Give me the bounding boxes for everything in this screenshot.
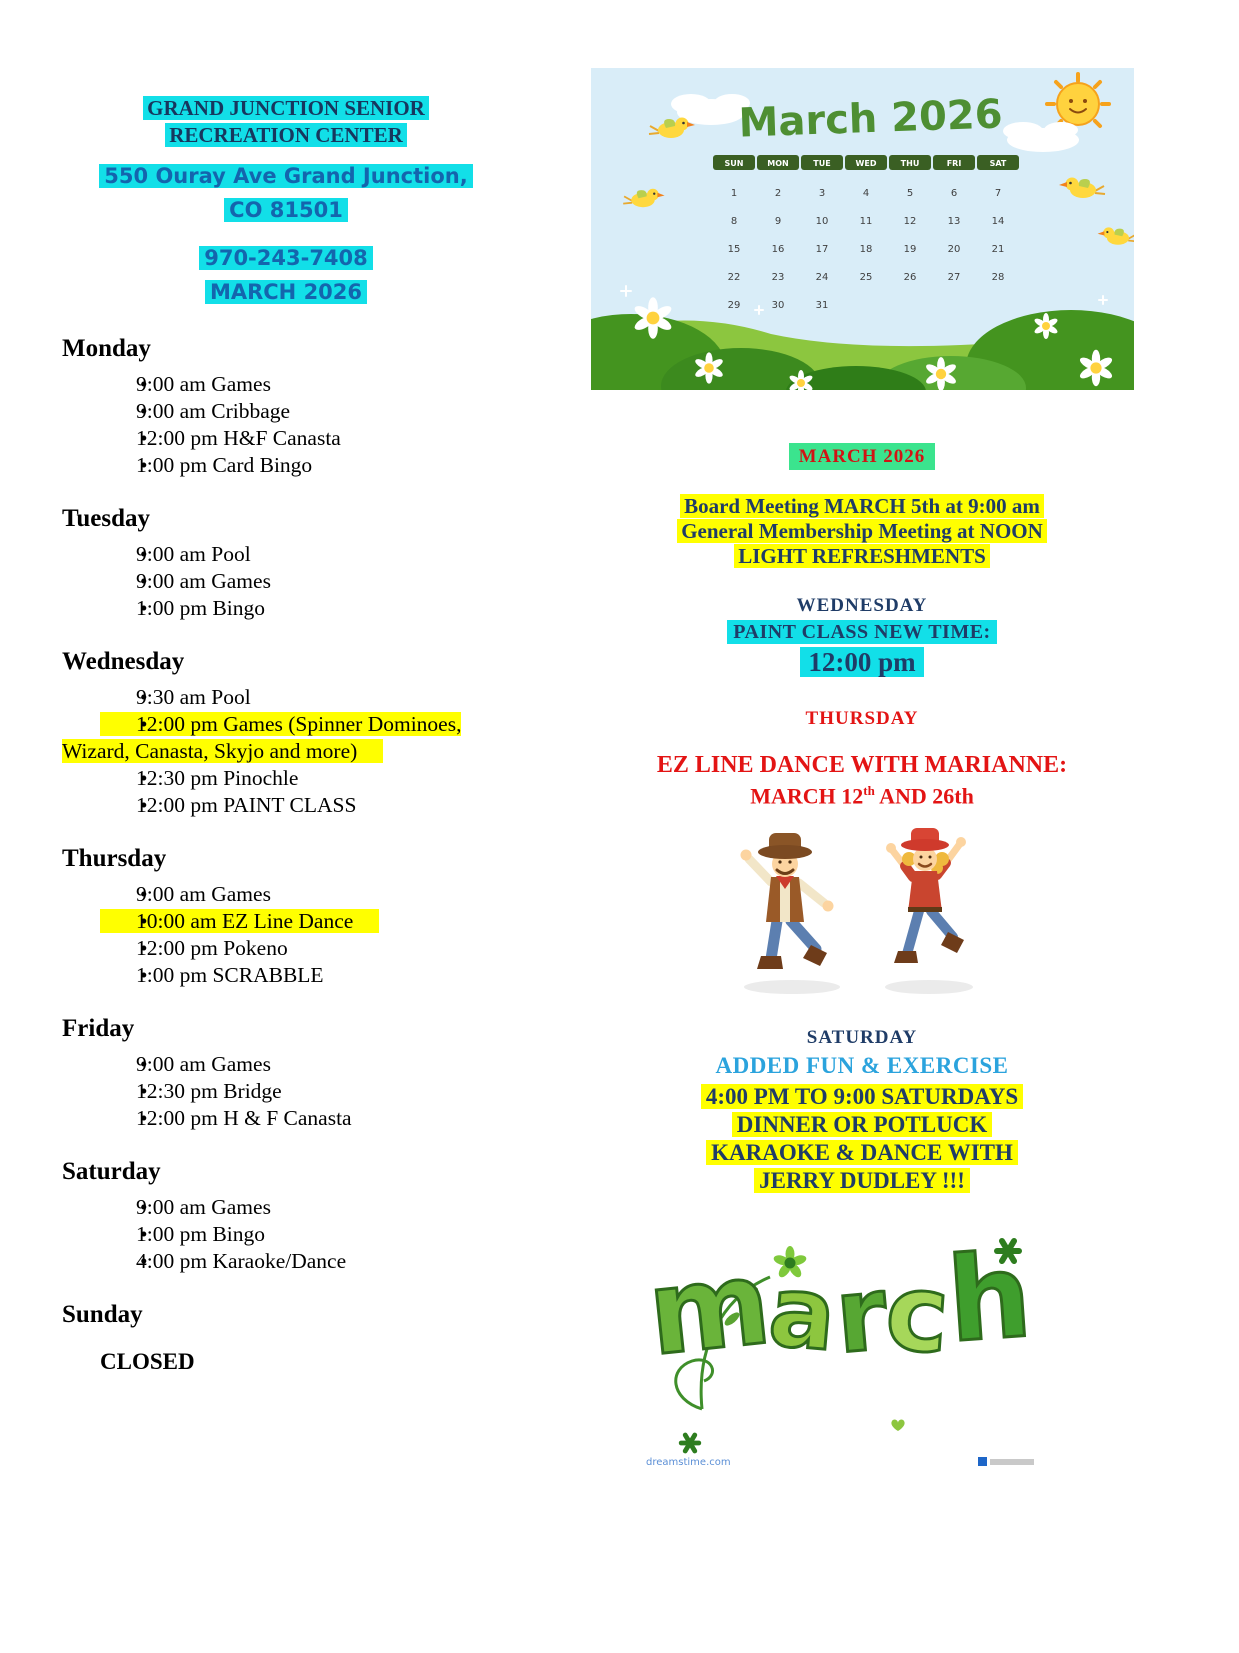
svg-text:27: 27 <box>947 272 960 283</box>
svg-text:FRI: FRI <box>946 159 961 168</box>
schedule-item: • 9:00 am Games <box>62 568 510 595</box>
schedule-item: • 9:00 am Games <box>62 371 510 398</box>
svg-text:12: 12 <box>903 216 916 227</box>
schedule-day-tuesday <box>62 505 510 622</box>
schedule-day-wednesday <box>62 648 510 819</box>
center-address <box>62 159 510 227</box>
day-heading-sunday: Sunday <box>62 1301 143 1328</box>
phone-month-block <box>62 241 510 309</box>
title-line1: GRAND JUNCTION SENIOR <box>143 96 429 120</box>
svg-text:28: 28 <box>991 272 1004 283</box>
svg-text:17: 17 <box>815 244 828 255</box>
svg-text:25: 25 <box>859 272 872 283</box>
calendar-day-headers <box>713 155 1019 170</box>
schedule-day-monday <box>62 335 510 479</box>
svg-text:3: 3 <box>818 188 825 199</box>
saturday-line-3: KARAOKE & DANCE WITH <box>706 1140 1018 1165</box>
svg-text:24: 24 <box>815 272 828 283</box>
svg-text:26: 26 <box>903 272 916 283</box>
march-banner: MARCH 2026 <box>789 443 936 470</box>
day-heading-saturday: Saturday <box>62 1158 161 1185</box>
watermark-logo <box>978 1457 987 1466</box>
watermark-id-bar <box>990 1459 1034 1465</box>
svg-text:6: 6 <box>950 188 957 199</box>
schedule-item: • 1:00 pm Card Bingo <box>62 452 510 479</box>
schedule-item: • 12:00 pm Pokeno <box>62 935 510 962</box>
schedule-item: • 1:00 pm Bingo <box>62 595 510 622</box>
schedule-day-friday <box>62 1015 510 1132</box>
schedule-item: • 9:00 am Cribbage <box>62 398 510 425</box>
saturday-line-2: DINNER OR POTLUCK <box>732 1112 992 1137</box>
svg-text:16: 16 <box>771 244 784 255</box>
paint-class-text: PAINT CLASS NEW TIME: <box>727 620 996 644</box>
right-column <box>588 68 1136 1471</box>
svg-text:31: 31 <box>815 300 828 311</box>
month-label: MARCH 2026 <box>205 280 367 304</box>
phone-number: 970-243-7408 <box>199 246 373 270</box>
closed-label: CLOSED <box>100 1349 195 1374</box>
svg-text:18: 18 <box>859 244 872 255</box>
svg-text:7: 7 <box>994 188 1001 199</box>
svg-text:22: 22 <box>727 272 740 283</box>
svg-text:20: 20 <box>947 244 960 255</box>
schedule-item: • 1:00 pm Bingo <box>62 1221 510 1248</box>
schedule-item: • 12:30 pm Bridge <box>62 1078 510 1105</box>
board-meeting-notice <box>588 494 1136 569</box>
board-line-3: LIGHT REFRESHMENTS <box>734 544 990 568</box>
svg-text:23: 23 <box>771 272 784 283</box>
march-banner-row <box>588 446 1136 468</box>
schedule-item: • 9:00 am Games <box>62 1194 510 1221</box>
day-heading-friday: Friday <box>62 1015 135 1042</box>
schedule-day-sunday <box>62 1301 510 1375</box>
ez-line-dance-dates: MARCH 12th AND 26th <box>750 783 974 809</box>
center-title <box>62 95 510 149</box>
line-dancers-illustration <box>697 819 1027 1009</box>
day-heading-thursday: Thursday <box>62 845 167 872</box>
schedule-item: • 1:00 pm SCRABBLE <box>62 962 510 989</box>
heart-decoration <box>891 1420 904 1431</box>
svg-text:13: 13 <box>947 216 960 227</box>
march-calendar-illustration <box>591 68 1134 390</box>
cowgirl-dancer <box>886 828 966 963</box>
added-fun-subtitle: ADDED FUN & EXERCISE <box>715 1053 1009 1079</box>
schedule-item-highlighted: • 12:00 pm Games (Spinner Dominoes, Wizard, Canasta, Skyjo and more) <box>62 711 470 765</box>
left-column <box>62 95 510 1375</box>
schedule-item: • 9:00 am Games <box>62 881 510 908</box>
svg-text:SAT: SAT <box>989 159 1006 168</box>
title-line2: RECREATION CENTER <box>165 123 407 147</box>
svg-text:2: 2 <box>774 188 781 199</box>
paint-class-time: 12:00 pm <box>800 647 923 677</box>
paint-class-time-row <box>588 647 1136 678</box>
board-line-2: General Membership Meeting at NOON <box>677 519 1047 543</box>
day-heading-tuesday: Tuesday <box>62 505 151 532</box>
wednesday-title: WEDNESDAY <box>796 595 928 616</box>
day-heading-monday: Monday <box>62 335 151 362</box>
svg-text:9: 9 <box>774 216 781 227</box>
letter-r: r <box>830 1253 891 1377</box>
watermark-badge <box>978 1457 1034 1466</box>
svg-text:5: 5 <box>906 188 913 199</box>
schedule-item: • 12:00 pm H & F Canasta <box>62 1105 510 1132</box>
svg-text:1: 1 <box>730 188 737 199</box>
day-heading-wednesday: Wednesday <box>62 648 185 675</box>
ez-line-dance-text: EZ LINE DANCE WITH MARIANNE: <box>656 752 1068 778</box>
svg-text:29: 29 <box>727 300 740 311</box>
thursday-title: THURSDAY <box>805 708 919 729</box>
svg-text:WED: WED <box>855 159 876 168</box>
svg-text:15: 15 <box>727 244 740 255</box>
svg-text:11: 11 <box>859 216 872 227</box>
saturday-title: SATURDAY <box>806 1027 918 1049</box>
paint-class-line <box>588 621 1136 644</box>
address-line1: 550 Ouray Ave Grand Junction, <box>99 164 472 188</box>
shadow <box>744 980 840 994</box>
svg-text:19: 19 <box>903 244 916 255</box>
svg-text:30: 30 <box>771 300 784 311</box>
saturday-line-1: 4:00 PM TO 9:00 SATURDAYS <box>701 1084 1023 1109</box>
schedule-day-thursday <box>62 845 510 989</box>
schedule-item-highlighted: • 10:00 am EZ Line Dance <box>62 908 510 935</box>
letter-m: m <box>641 1235 777 1383</box>
svg-text:4: 4 <box>862 188 869 199</box>
svg-text:SUN: SUN <box>724 159 743 168</box>
watermark-text: dreamstime.com <box>646 1457 731 1469</box>
schedule-item: • 4:00 pm Karaoke/Dance <box>62 1248 510 1275</box>
schedule-item: • 12:30 pm Pinochle <box>62 765 510 792</box>
letter-a: a <box>764 1253 841 1374</box>
calendar-title: March 2026 <box>737 91 1003 147</box>
cowboy-dancer <box>741 833 834 969</box>
schedule-day-saturday <box>62 1158 510 1275</box>
svg-text:10: 10 <box>815 216 828 227</box>
svg-text:TUE: TUE <box>812 159 831 168</box>
schedule-item: • 9:30 am Pool <box>62 684 510 711</box>
letter-c: c <box>881 1250 954 1378</box>
svg-text:8: 8 <box>730 216 737 227</box>
board-line-1: Board Meeting MARCH 5th at 9:00 am <box>680 494 1044 518</box>
saturday-notice <box>588 1083 1136 1195</box>
svg-text:14: 14 <box>991 216 1004 227</box>
address-line2: CO 81501 <box>224 198 348 222</box>
schedule-item: • 9:00 am Games <box>62 1051 510 1078</box>
march-letters <box>640 1228 1040 1383</box>
shadow <box>885 980 973 994</box>
schedule-item: • 12:00 pm H&F Canasta <box>62 425 510 452</box>
svg-text:21: 21 <box>991 244 1004 255</box>
schedule-item: • 12:00 pm PAINT CLASS <box>62 792 510 819</box>
saturday-line-4: JERRY DUDLEY !!! <box>754 1168 970 1193</box>
schedule-item: • 9:00 am Pool <box>62 541 510 568</box>
svg-text:MON: MON <box>766 159 789 168</box>
letter-h: h <box>943 1228 1036 1370</box>
svg-text:THU: THU <box>900 159 919 168</box>
march-word-art <box>640 1227 1040 1471</box>
star-decoration <box>681 1435 699 1451</box>
